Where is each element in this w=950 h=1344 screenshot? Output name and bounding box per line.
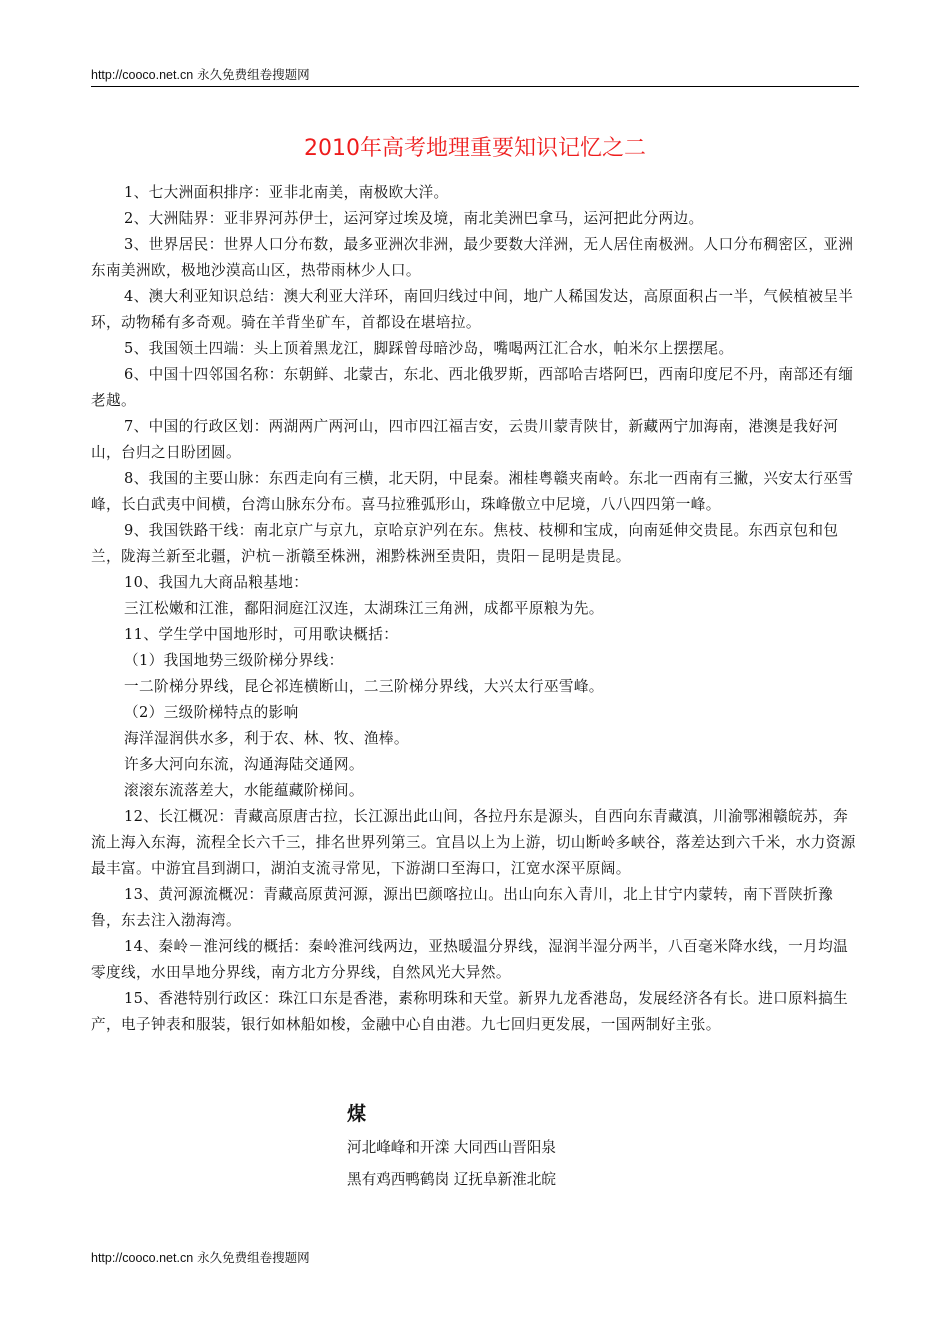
paragraph: 14、秦岭－淮河线的概括：秦岭淮河线两边，亚热暖温分界线，湿润半湿分两半，八百毫米降水线，一月均温零度线，水田旱地分界线，南方北方分界线，自然风光大异然。 [91,938,849,981]
paragraph: 11、学生学中国地形时，可用歌诀概括： [124,626,399,643]
paragraph: 13、黄河源流概况：青藏高原黄河源，源出巴颜喀拉山。出山向东入青川，北上甘宁内蒙转，南下晋陕折豫鲁，东去注入渤海湾。 [91,886,834,929]
paragraph: 15、香港特别行政区：珠江口东是香港，素称明珠和天堂。新界九龙香港岛，发展经济各有长。进口原料搞生产，电子钟表和服装，银行如林船如梭，金融中心自由港。九七回归更发展，一国两制好主张。 [91,990,849,1033]
coal-line: 黑有鸡西鸭鹤岗 辽抚阜新淮北皖 [347,1171,556,1188]
coal-line: 河北峰峰和开滦 大同西山晋阳泉 [347,1139,556,1156]
paragraph: 许多大河向东流，沟通海陆交通网。 [124,756,364,773]
paragraph: 4、澳大利亚知识总结：澳大利亚大洋环，南回归线过中间，地广人稀国发达，高原面积占一半，气候植被呈半环，动物稀有多奇观。骑在羊背坐矿车，首都设在堪培拉。 [91,288,854,331]
page-title: 2010年高考地理重要知识记忆之二 [304,136,646,161]
paragraph: 海洋湿润供水多，利于农、林、牧、渔棒。 [124,730,409,747]
paragraph: 滚滚东流落差大，水能蕴藏阶梯间。 [124,782,364,799]
paragraph: 7、中国的行政区划：两湖两广两河山，四市四江福吉安，云贵川蒙青陕甘，新藏两宁加海南，港澳是我好河山，台归之日盼团圆。 [91,418,839,461]
page-footer [91,1249,310,1267]
page-header [91,66,859,87]
paragraph: 10、我国九大商品粮基地： [124,574,309,591]
coal-heading: 煤 [347,1103,367,1125]
paragraph: 一二阶梯分界线，昆仑祁连横断山，二三阶梯分界线，大兴太行巫雪峰。 [124,678,604,695]
footer-url[interactable]: http://cooco.net.cn [91,1251,194,1265]
paragraph: 12、长江概况：青藏高原唐古拉，长江源出此山间，各拉丹东是源头，自西向东青藏滇，川渝鄂湘赣皖苏，奔流上海入东海，流程全长六千三，排名世界列第三。宜昌以上为上游，切山断岭多峡谷，落差达到六千米，水力资源最丰富。中游宜昌到湖口，湖泊支流寻常见，下游湖口至海口，江宽水深平原阔。 [91,808,856,877]
paragraph: 8、我国的主要山脉：东西走向有三横，北天阴，中昆秦。湘桂粤赣夹南岭。东北一西南有三撇，兴安太行巫雪峰，长白武夷中间横，台湾山脉东分布。喜马拉雅弧形山，珠峰傲立中尼境，八八四四第一峰。 [91,470,854,513]
header-text: 永久免费组卷搜题网 [193,67,310,82]
footer-text: 永久免费组卷搜题网 [193,1250,310,1265]
paragraph: 5、我国领土四端：头上顶着黑龙江，脚踩曾母暗沙岛，嘴喝两江汇合水，帕米尔上摆摆尾。 [124,340,734,357]
paragraph: （2）三级阶梯特点的影响 [124,704,299,721]
paragraph: 2、大洲陆界：亚非界河苏伊士，运河穿过埃及境，南北美洲巴拿马，运河把此分两边。 [124,210,704,227]
paragraph: 三江松嫩和江淮，鄱阳洞庭江汉连，太湖珠江三角洲，成都平原粮为先。 [124,600,604,617]
header-url[interactable]: http://cooco.net.cn [91,68,194,82]
paragraph: 1、七大洲面积排序：亚非北南美，南极欧大洋。 [124,184,449,201]
document-body [91,180,859,1038]
paragraph: （1）我国地势三级阶梯分界线： [124,652,344,669]
coal-section [347,1100,556,1196]
paragraph: 9、我国铁路干线：南北京广与京九，京哈京沪列在东。焦枝、枝柳和宝成，向南延伸交贵昆。东西京包和包兰，陇海兰新至北疆，沪杭－浙赣至株洲，湘黔株洲至贵阳，贵阳－昆明是贵昆。 [91,522,839,565]
paragraph: 3、世界居民：世界人口分布数，最多亚洲次非洲，最少要数大洋洲，无人居住南极洲。人口分布稠密区，亚洲东南美洲欧，极地沙漠高山区，热带雨林少人口。 [91,236,854,279]
paragraph: 6、中国十四邻国名称：东朝鲜、北蒙古，东北、西北俄罗斯，西部哈吉塔阿巴，西南印度尼不丹，南部还有缅老越。 [91,366,854,409]
